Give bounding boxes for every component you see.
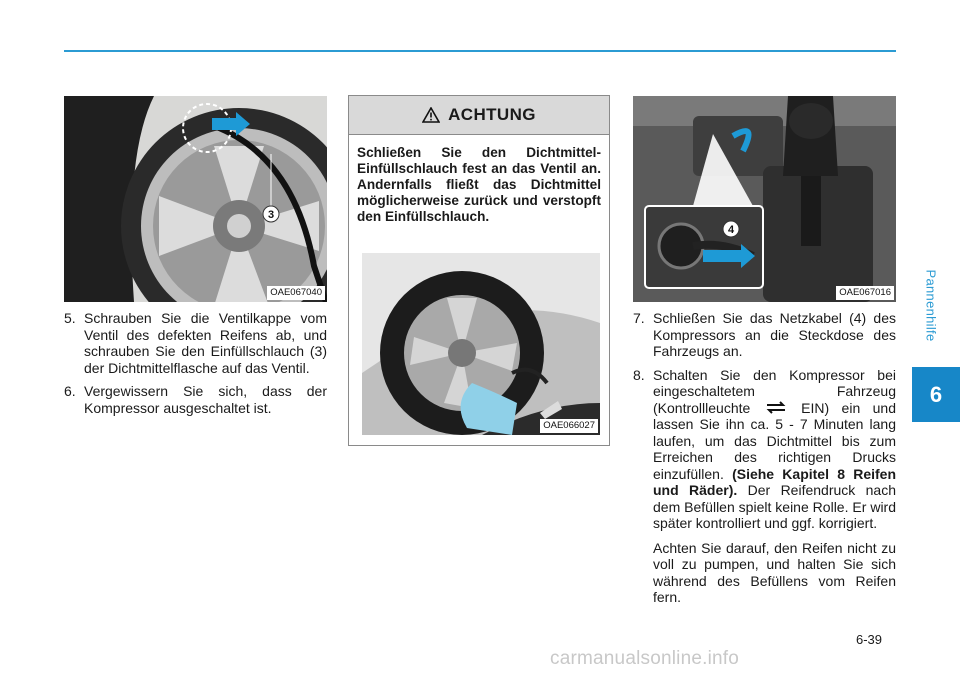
- step-8: [633, 367, 896, 614]
- top-rule: [64, 50, 896, 52]
- step-8-paragraph: [653, 367, 896, 532]
- warning-box: [348, 95, 610, 446]
- sealant-photo-code: OAE066027: [540, 419, 598, 433]
- compressor-indicator-icon: [765, 401, 787, 414]
- step-8-text-b: EIN) ein und lassen Sie ihn ca. 5 - 7 Minuten lang laufen, um das Dichtmittel bis zum Erreichen des richtigen Drucks einzufüllen.: [653, 399, 896, 482]
- side-tab-label: Pannenhilfe: [923, 269, 939, 341]
- watermark: carmanualsonline.info: [550, 648, 740, 669]
- chapter-number[interactable]: 6: [912, 367, 960, 422]
- step-6: [64, 383, 327, 416]
- step-text: Schrauben Sie die Ventilkappe vom Ventil des defekten Reifens ab, und schrauben Sie den Einfüllschlauch (3) der Dichtmittelflasche auf das Ventil.: [84, 310, 327, 376]
- warning-title: ACHTUNG: [448, 105, 536, 124]
- console-photo-code: OAE067016: [836, 286, 894, 300]
- step-8-paragraph-2: Achten Sie darauf, den Reifen nicht zu voll zu pumpen, und halten Sie sich während des Befüllens vom Reifen fern.: [653, 539, 896, 605]
- side-tab[interactable]: [919, 250, 943, 360]
- wheel-photo-code: OAE067040: [267, 286, 325, 300]
- chapter-reference: (Siehe Kapitel 8 Reifen und Räder).: [653, 465, 897, 498]
- step-text: Schließen Sie das Netzkabel (4) des Kompressors an die Steckdose des Fahrzeugs an.: [653, 310, 896, 359]
- warning-triangle-icon: [422, 107, 440, 123]
- step-7: [633, 310, 896, 360]
- step-number: 7.: [633, 310, 645, 326]
- warning-text: Schließen Sie den Dichtmittel-Einfüllschlauch fest an das Ventil an. Andernfalls fließt das Dichtmittel möglicherweise zurück und verstopft den Einfüllschlauch.: [357, 145, 601, 224]
- console-callout: 4: [727, 224, 735, 236]
- step-text: Vergewissern Sie sich, dass der Kompressor ausgeschaltet ist.: [84, 383, 327, 416]
- sealant-photo: [362, 253, 600, 435]
- wheel-valve-photo: [64, 96, 327, 302]
- step-number: 8.: [633, 366, 645, 383]
- wheel-callout: 3: [267, 209, 275, 221]
- page-number: 6-39: [856, 632, 883, 647]
- step-8-text-c: Der Reifendruck nach dem Befüllen spielt keine Rolle. Er wird später kontrolliert und ggf. korrigiert.: [653, 482, 897, 531]
- step-number: 6.: [64, 383, 76, 399]
- right-steps: [633, 310, 896, 621]
- step-5: [64, 310, 327, 376]
- console-socket-photo: [633, 96, 896, 302]
- warning-header: [349, 96, 609, 135]
- left-steps: [64, 310, 327, 423]
- step-number: 5.: [64, 310, 76, 326]
- step-8-text-a: Schalten Sie den Kompressor bei eingeschaltetem Fahrzeug (Kontrollleuchte: [653, 366, 896, 416]
